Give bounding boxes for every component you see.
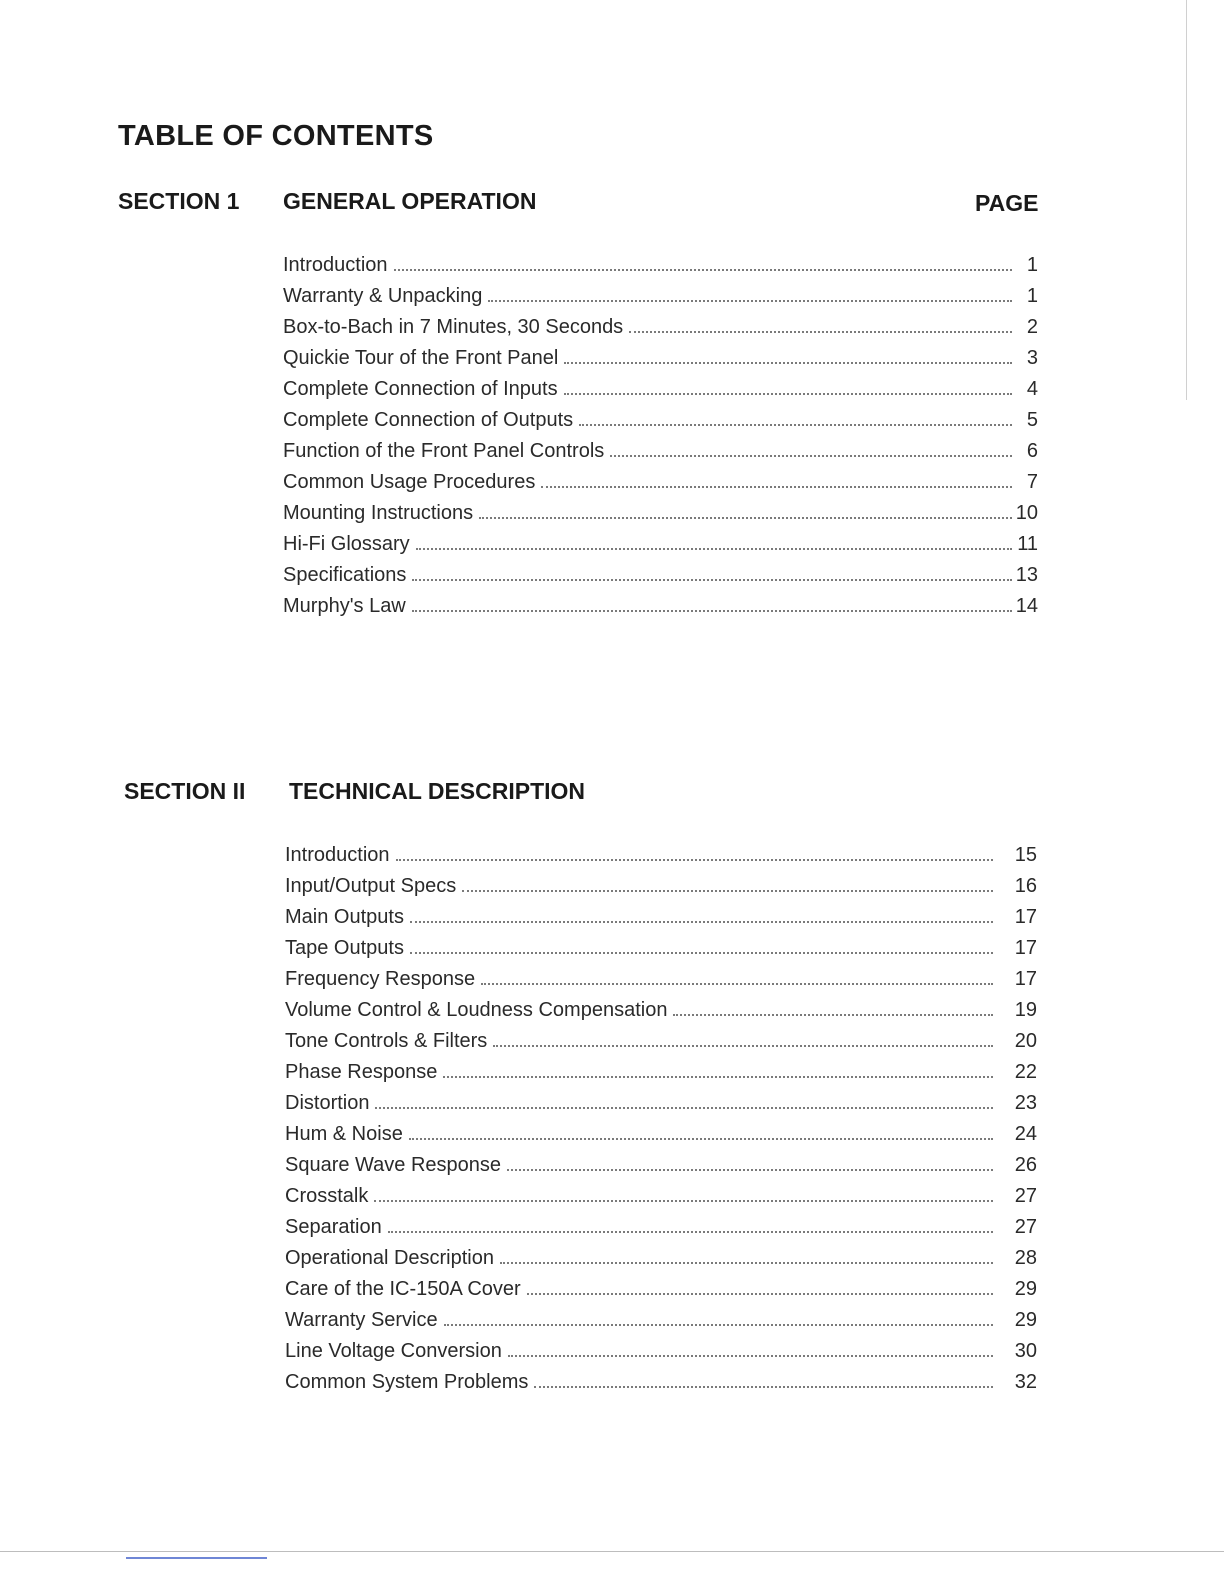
- toc-entry-page-number: 1: [1026, 285, 1038, 307]
- toc-dot-leader: [481, 982, 993, 985]
- toc-entry-title: Care of the IC-150A Cover: [285, 1278, 521, 1300]
- toc-entry-title: Warranty Service: [285, 1309, 438, 1331]
- toc-entry-page-number: 11: [1017, 533, 1038, 555]
- toc-entry: [283, 498, 1038, 529]
- toc-dot-leader: [527, 1292, 993, 1295]
- toc-entry-title: Main Outputs: [285, 906, 404, 928]
- toc-entry-title: Operational Description: [285, 1247, 494, 1269]
- toc-dot-leader: [410, 920, 993, 923]
- section-1-heading: GENERAL OPERATION: [283, 188, 537, 214]
- toc-entry-title: Introduction: [283, 254, 388, 276]
- toc-entry-page-number: 24: [1014, 1123, 1037, 1145]
- toc-dot-leader: [444, 1323, 993, 1326]
- toc-entry-title: Box-to-Bach in 7 Minutes, 30 Seconds: [283, 316, 624, 338]
- toc-entry-page-number: 15: [1014, 844, 1037, 866]
- toc-entry-title: Hum & Noise: [285, 1123, 403, 1145]
- toc-dot-leader: [396, 858, 993, 861]
- toc-dot-leader: [412, 578, 1011, 581]
- section-2-toc-list: [285, 840, 1037, 1398]
- toc-entry-page-number: 29: [1014, 1309, 1037, 1331]
- toc-entry: [283, 529, 1038, 560]
- toc-entry-page-number: 28: [1014, 1247, 1037, 1269]
- toc-entry: [283, 467, 1038, 498]
- toc-entry-title: Square Wave Response: [285, 1154, 502, 1176]
- toc-entry-page-number: 4: [1026, 378, 1038, 400]
- toc-entry: [283, 560, 1038, 591]
- toc-entry: [283, 312, 1038, 343]
- toc-entry-title: Common Usage Procedures: [283, 471, 536, 493]
- toc-entry: [285, 1274, 1037, 1305]
- toc-dot-leader: [462, 889, 993, 892]
- toc-entry-page-number: 10: [1015, 502, 1038, 524]
- toc-entry-title: Tape Outputs: [285, 937, 404, 959]
- toc-entry: [283, 591, 1038, 622]
- toc-dot-leader: [488, 299, 1012, 302]
- toc-entry-page-number: 30: [1014, 1340, 1037, 1362]
- toc-dot-leader: [394, 268, 1012, 271]
- toc-entry: [285, 1212, 1037, 1243]
- toc-entry-title: Frequency Response: [285, 968, 476, 990]
- toc-entry-page-number: 26: [1014, 1154, 1037, 1176]
- toc-dot-leader: [541, 485, 1012, 488]
- toc-entry-title: Separation: [285, 1216, 382, 1238]
- toc-entry: [283, 405, 1038, 436]
- toc-entry-page-number: 13: [1015, 564, 1038, 586]
- toc-entry-title: Distortion: [285, 1092, 370, 1114]
- toc-entry-title: Mounting Instructions: [283, 502, 474, 524]
- toc-dot-leader: [610, 454, 1012, 457]
- toc-entry-title: Phase Response: [285, 1061, 438, 1083]
- toc-entry-page-number: 27: [1014, 1185, 1037, 1207]
- section-2-label: SECTION II: [124, 778, 246, 804]
- toc-entry-page-number: 32: [1014, 1371, 1037, 1393]
- toc-entry: [285, 1057, 1037, 1088]
- toc-entry: [285, 1181, 1037, 1212]
- toc-entry: [283, 281, 1038, 312]
- toc-dot-leader: [500, 1261, 993, 1264]
- toc-entry-page-number: 1: [1026, 254, 1038, 276]
- toc-entry: [285, 1305, 1037, 1336]
- footer-accent-line: [126, 1557, 267, 1559]
- toc-entry: [285, 902, 1037, 933]
- toc-entry: [285, 1026, 1037, 1057]
- toc-entry-page-number: 14: [1015, 595, 1038, 617]
- toc-dot-leader: [388, 1230, 993, 1233]
- toc-dot-leader: [579, 423, 1012, 426]
- toc-entry-page-number: 17: [1014, 937, 1037, 959]
- toc-entry: [285, 1119, 1037, 1150]
- toc-entry: [283, 250, 1038, 281]
- toc-entry: [285, 871, 1037, 902]
- toc-entry-page-number: 19: [1014, 999, 1037, 1021]
- toc-entry-page-number: 7: [1026, 471, 1038, 493]
- toc-dot-leader: [375, 1106, 993, 1109]
- toc-dot-leader: [493, 1044, 993, 1047]
- toc-dot-leader: [410, 951, 993, 954]
- toc-dot-leader: [629, 330, 1012, 333]
- section-2-heading: TECHNICAL DESCRIPTION: [289, 778, 586, 804]
- toc-entry: [285, 1088, 1037, 1119]
- toc-dot-leader: [479, 516, 1012, 519]
- toc-entry-title: Common System Problems: [285, 1371, 529, 1393]
- toc-dot-leader: [564, 392, 1012, 395]
- toc-entry: [283, 374, 1038, 405]
- toc-entry: [285, 1150, 1037, 1181]
- toc-dot-leader: [412, 609, 1012, 612]
- page-title: TABLE OF CONTENTS: [118, 120, 434, 152]
- toc-dot-leader: [508, 1354, 993, 1357]
- page-column-label: PAGE: [975, 190, 1039, 216]
- toc-entry-title: Introduction: [285, 844, 390, 866]
- toc-entry-page-number: 29: [1014, 1278, 1037, 1300]
- section-1-label: SECTION 1: [118, 188, 240, 214]
- section-1-toc-list: [283, 250, 1038, 622]
- toc-entry-title: Complete Connection of Inputs: [283, 378, 558, 400]
- toc-entry: [283, 343, 1038, 374]
- toc-dot-leader: [564, 361, 1012, 364]
- toc-entry-page-number: 3: [1026, 347, 1038, 369]
- toc-entry-title: Crosstalk: [285, 1185, 369, 1207]
- toc-entry-page-number: 16: [1014, 875, 1037, 897]
- toc-entry: [285, 1367, 1037, 1398]
- toc-entry: [285, 1336, 1037, 1367]
- toc-dot-leader: [416, 547, 1012, 550]
- toc-entry-title: Line Voltage Conversion: [285, 1340, 502, 1362]
- toc-entry-title: Volume Control & Loudness Compensation: [285, 999, 668, 1021]
- toc-entry-page-number: 6: [1026, 440, 1038, 462]
- toc-dot-leader: [673, 1013, 993, 1016]
- toc-entry-page-number: 27: [1014, 1216, 1037, 1238]
- toc-dot-leader: [443, 1075, 993, 1078]
- toc-entry-page-number: 22: [1014, 1061, 1037, 1083]
- toc-entry: [283, 436, 1038, 467]
- toc-entry-page-number: 2: [1026, 316, 1038, 338]
- toc-entry: [285, 933, 1037, 964]
- toc-entry-title: Warranty & Unpacking: [283, 285, 483, 307]
- toc-entry-title: Specifications: [283, 564, 407, 586]
- footer-rule: [0, 1551, 1224, 1552]
- toc-entry-title: Input/Output Specs: [285, 875, 457, 897]
- toc-entry: [285, 964, 1037, 995]
- toc-entry-title: Function of the Front Panel Controls: [283, 440, 605, 462]
- toc-entry-title: Tone Controls & Filters: [285, 1030, 488, 1052]
- toc-entry-title: Complete Connection of Outputs: [283, 409, 574, 431]
- toc-entry-page-number: 17: [1014, 968, 1037, 990]
- toc-entry-title: Hi-Fi Glossary: [283, 533, 410, 555]
- toc-entry-title: Quickie Tour of the Front Panel: [283, 347, 559, 369]
- toc-entry: [285, 840, 1037, 871]
- toc-entry-page-number: 23: [1014, 1092, 1037, 1114]
- toc-entry: [285, 1243, 1037, 1274]
- toc-dot-leader: [534, 1385, 993, 1388]
- toc-entry-page-number: 17: [1014, 906, 1037, 928]
- toc-dot-leader: [507, 1168, 993, 1171]
- toc-entry: [285, 995, 1037, 1026]
- toc-entry-title: Murphy's Law: [283, 595, 406, 617]
- toc-entry-page-number: 20: [1014, 1030, 1037, 1052]
- toc-dot-leader: [374, 1199, 993, 1202]
- toc-dot-leader: [409, 1137, 993, 1140]
- toc-entry-page-number: 5: [1026, 409, 1038, 431]
- scan-edge-line: [1186, 0, 1187, 400]
